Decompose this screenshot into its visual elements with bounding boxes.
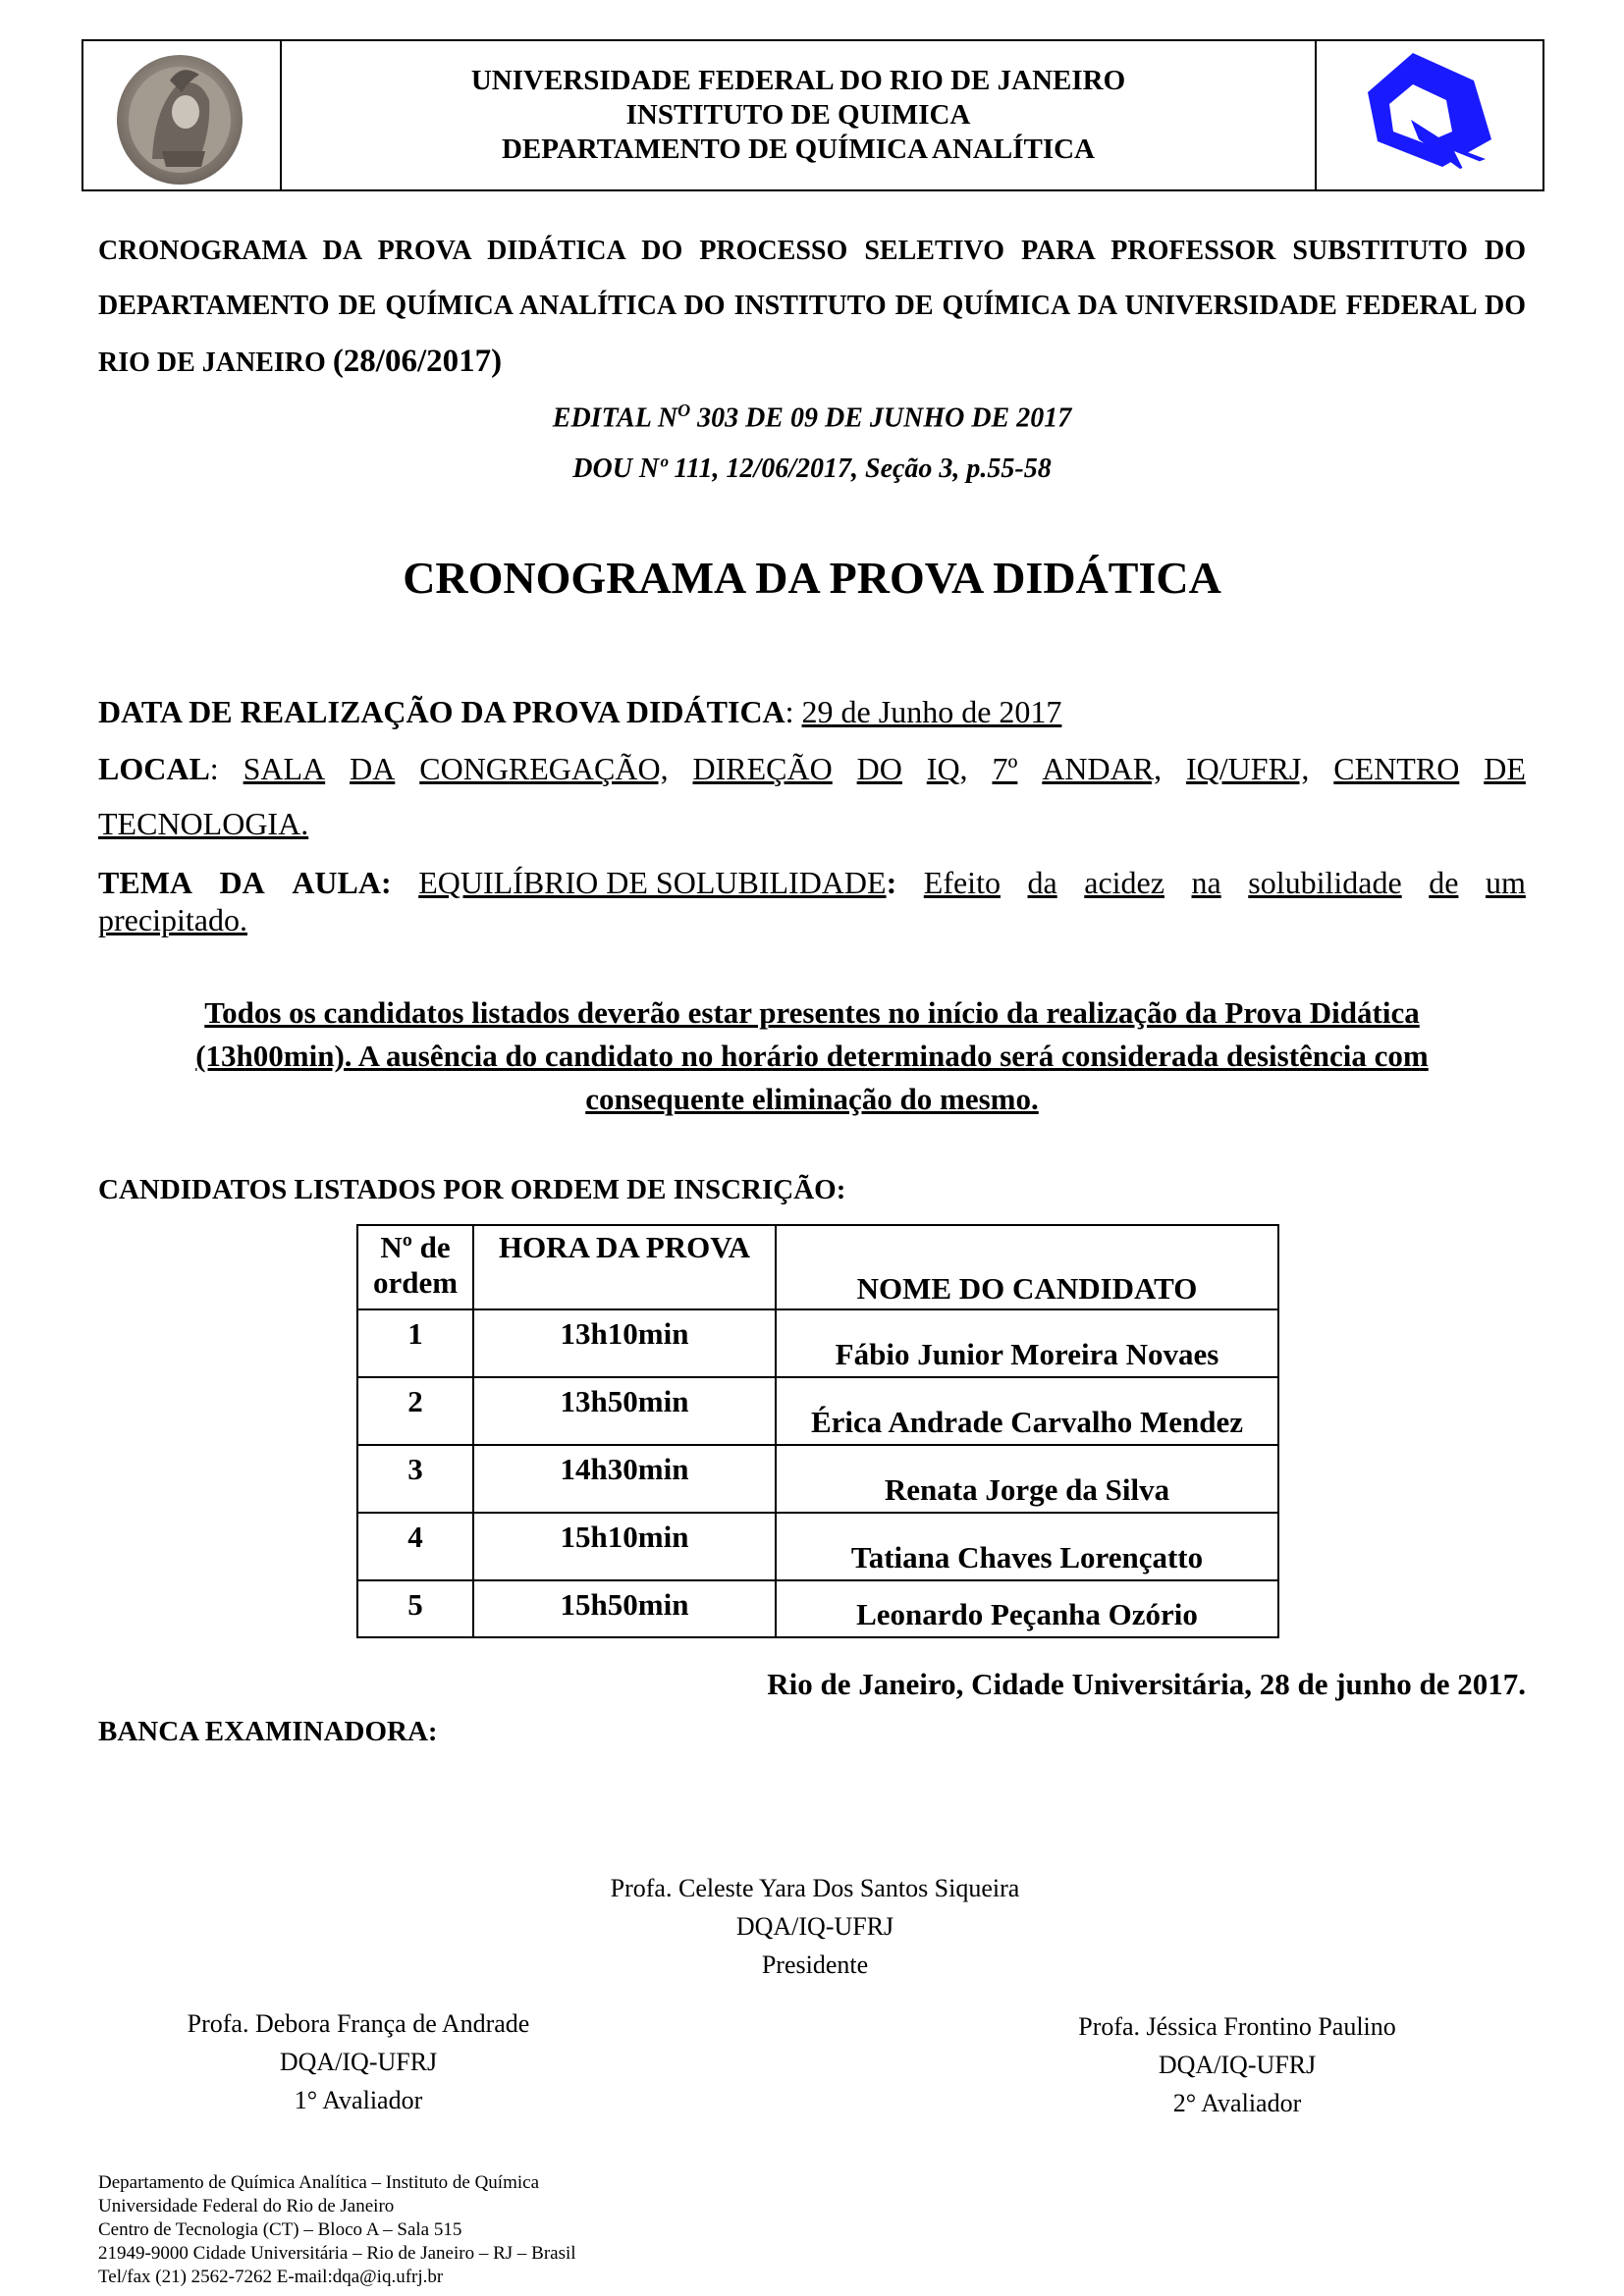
signature-presidente [550, 1869, 1080, 1984]
topic-word: solubilidade [1248, 865, 1402, 900]
cell-ordem: 4 [357, 1513, 473, 1580]
edital-line [98, 400, 1526, 434]
location-word: DO [856, 751, 902, 786]
location-line-2-text: TECNOLOGIA. [98, 806, 309, 841]
topic-word: Efeito [923, 865, 1001, 900]
location-word: ANDAR, [1042, 751, 1163, 786]
ufrj-seal-icon [83, 41, 276, 189]
footer-line: Centro de Tecnologia (CT) – Bloco A – Sala 515 [98, 2219, 462, 2240]
location-word: CENTRO [1333, 751, 1460, 786]
department-name: DEPARTAMENTO DE QUÍMICA ANALÍTICA [501, 133, 1095, 165]
main-title: CRONOGRAMA DA PROVA DIDÁTICA [403, 553, 1221, 603]
location-word: DA [350, 751, 396, 786]
cell-nome: Leonardo Peçanha Ozório [776, 1580, 1278, 1637]
topic-word: de [1429, 865, 1459, 900]
footer-line: 21949-9000 Cidade Universitária – Rio de Janeiro – RJ – Brasil [98, 2243, 576, 2264]
location-label: LOCAL [98, 751, 210, 786]
notice-line-3: consequente eliminação do mesmo. [585, 1082, 1039, 1116]
university-name: UNIVERSIDADE FEDERAL DO RIO DE JANEIRO [470, 65, 1126, 96]
signature-role: 2° Avaliador [1172, 2089, 1302, 2117]
cell-nome: Tatiana Chaves Lorençatto [776, 1513, 1278, 1580]
table-row [357, 1513, 1278, 1580]
cell-hora: 15h10min [473, 1513, 776, 1580]
ufrj-seal-cell [83, 41, 282, 189]
table-row [357, 1580, 1278, 1637]
topic-label-word: TEMA [98, 865, 192, 900]
cell-ordem: 5 [357, 1580, 473, 1637]
location-field [98, 748, 1526, 844]
topic-word: da [1027, 865, 1057, 900]
letterhead [81, 39, 1544, 191]
signature-name: Profa. Debora França de Andrade [187, 2009, 530, 2038]
signature-dept: DQA/IQ-UFRJ [735, 1912, 894, 1941]
header-hora: HORA DA PROVA [473, 1225, 776, 1309]
table-row [357, 1445, 1278, 1513]
cell-hora: 13h50min [473, 1377, 776, 1445]
signature-name: Profa. Jéssica Frontino Paulino [1078, 2012, 1396, 2041]
location-word: DIREÇÃO [692, 751, 833, 786]
cell-hora: 13h10min [473, 1309, 776, 1377]
cell-hora: 14h30min [473, 1445, 776, 1513]
footer-line: Universidade Federal do Rio de Janeiro [98, 2196, 395, 2216]
location-word: IQ, [926, 751, 968, 786]
topic-line-2 [98, 901, 1526, 938]
cell-nome: Érica Andrade Carvalho Mendez [776, 1377, 1278, 1445]
topic-label-word: AULA: [292, 865, 392, 900]
topic-colon: : [886, 865, 897, 900]
footer-address [98, 2171, 576, 2289]
location-word: IQ/UFRJ, [1186, 751, 1310, 786]
header-ordem-line2: ordem [372, 1265, 459, 1300]
location-word: 7º [992, 751, 1018, 786]
notice-line-1: Todos os candidatos listados deverão estar presentes no início da realização da Prova Didática [204, 995, 1420, 1030]
location-word: CONGREGAÇÃO, [419, 751, 669, 786]
topic-label-word: DA [219, 865, 265, 900]
attendance-notice [98, 991, 1526, 1121]
edital-suffix: 303 DE 09 DE JUNHO DE 2017 [690, 402, 1072, 434]
header-nome: NOME DO CANDIDATO [776, 1225, 1278, 1309]
cell-ordem: 1 [357, 1309, 473, 1377]
topic-word: na [1191, 865, 1221, 900]
location-line-1: LOCAL: SALA DA CONGREGAÇÃO, DIREÇÃO DO IQ, 7º ANDAR, IQ/UFRJ, CENTRO DE [98, 748, 1526, 789]
footer-line: Departamento de Química Analítica – Instituto de Química [98, 2172, 540, 2193]
table-row [357, 1309, 1278, 1377]
table-row [357, 1377, 1278, 1445]
signature-avaliador-2 [1031, 2007, 1443, 2122]
table-header-row [357, 1225, 1278, 1309]
cell-ordem: 3 [357, 1445, 473, 1513]
institute-name: INSTITUTO DE QUIMICA [625, 99, 971, 131]
exam-date-label: DATA DE REALIZAÇÃO DA PROVA DIDÁTICA [98, 694, 785, 729]
notice-line-2: (13h00min). A ausência do candidato no horário determinado será considerada desistência com [195, 1039, 1429, 1073]
iq-logo-cell [1317, 41, 1543, 189]
topic-word: um [1485, 865, 1526, 900]
edital-prefix: EDITAL N [552, 402, 678, 434]
signature-name: Profa. Celeste Yara Dos Santos Siqueira [610, 1874, 1020, 1902]
cell-nome: Renata Jorge da Silva [776, 1445, 1278, 1513]
topic-line-1 [98, 864, 1526, 901]
signature-dept: DQA/IQ-UFRJ [279, 2048, 438, 2076]
topic-word: acidez [1084, 865, 1164, 900]
edital-sup: O [677, 400, 691, 420]
cell-ordem: 2 [357, 1377, 473, 1445]
document-title-text: CRONOGRAMA DA PROVA DIDÁTICA DO PROCESSO SELETIVO PARA PROFESSOR SUBSTITUTO DO DEPARTAMENTO DE QUÍMICA ANALÍTICA DO INSTITUTO DE QUÍMICA DA UNIVERSIDADE FEDERAL DO RIO DE JANEIRO [98, 236, 1526, 378]
location-line-2 [98, 803, 1526, 844]
candidates-table [356, 1224, 1279, 1638]
topic-line-2-text: precipitado. [98, 902, 247, 937]
institution-title [282, 41, 1317, 189]
signature-avaliador-1 [147, 2004, 569, 2119]
topic-field [98, 864, 1526, 938]
iq-logo-icon [1317, 41, 1539, 189]
cell-nome: Fábio Junior Moreira Novaes [776, 1309, 1278, 1377]
signature-role: 1° Avaliador [294, 2086, 423, 2114]
location-word: SALA [243, 751, 326, 786]
signature-role: Presidente [761, 1950, 869, 1979]
header-ordem [357, 1225, 473, 1309]
examining-board-label: BANCA EXAMINADORA: [98, 1716, 438, 1747]
footer-line: Tel/fax (21) 2562-7262 E-mail:dqa@iq.ufrj.br [98, 2267, 444, 2287]
exam-date-field: DATA DE REALIZAÇÃO DA PROVA DIDÁTICA: 29 de Junho de 2017 [98, 694, 1062, 729]
document-title [98, 224, 1526, 391]
candidates-title: CANDIDATOS LISTADOS POR ORDEM DE INSCRIÇÃO: [98, 1174, 846, 1205]
cell-hora: 15h50min [473, 1580, 776, 1637]
header-ordem-line1: Nº de [380, 1230, 451, 1264]
topic-title: EQUILÍBRIO DE SOLUBILIDADE [418, 865, 887, 900]
location-word: DE [1484, 751, 1526, 786]
document-title-date: (28/06/2017) [332, 344, 503, 379]
exam-date-value: 29 de Junho de 2017 [801, 694, 1062, 729]
signature-dept: DQA/IQ-UFRJ [1158, 2051, 1317, 2079]
place-date: Rio de Janeiro, Cidade Universitária, 28 de junho de 2017. [767, 1667, 1526, 1701]
dou-line: DOU Nº 111, 12/06/2017, Seção 3, p.55-58 [572, 454, 1052, 484]
